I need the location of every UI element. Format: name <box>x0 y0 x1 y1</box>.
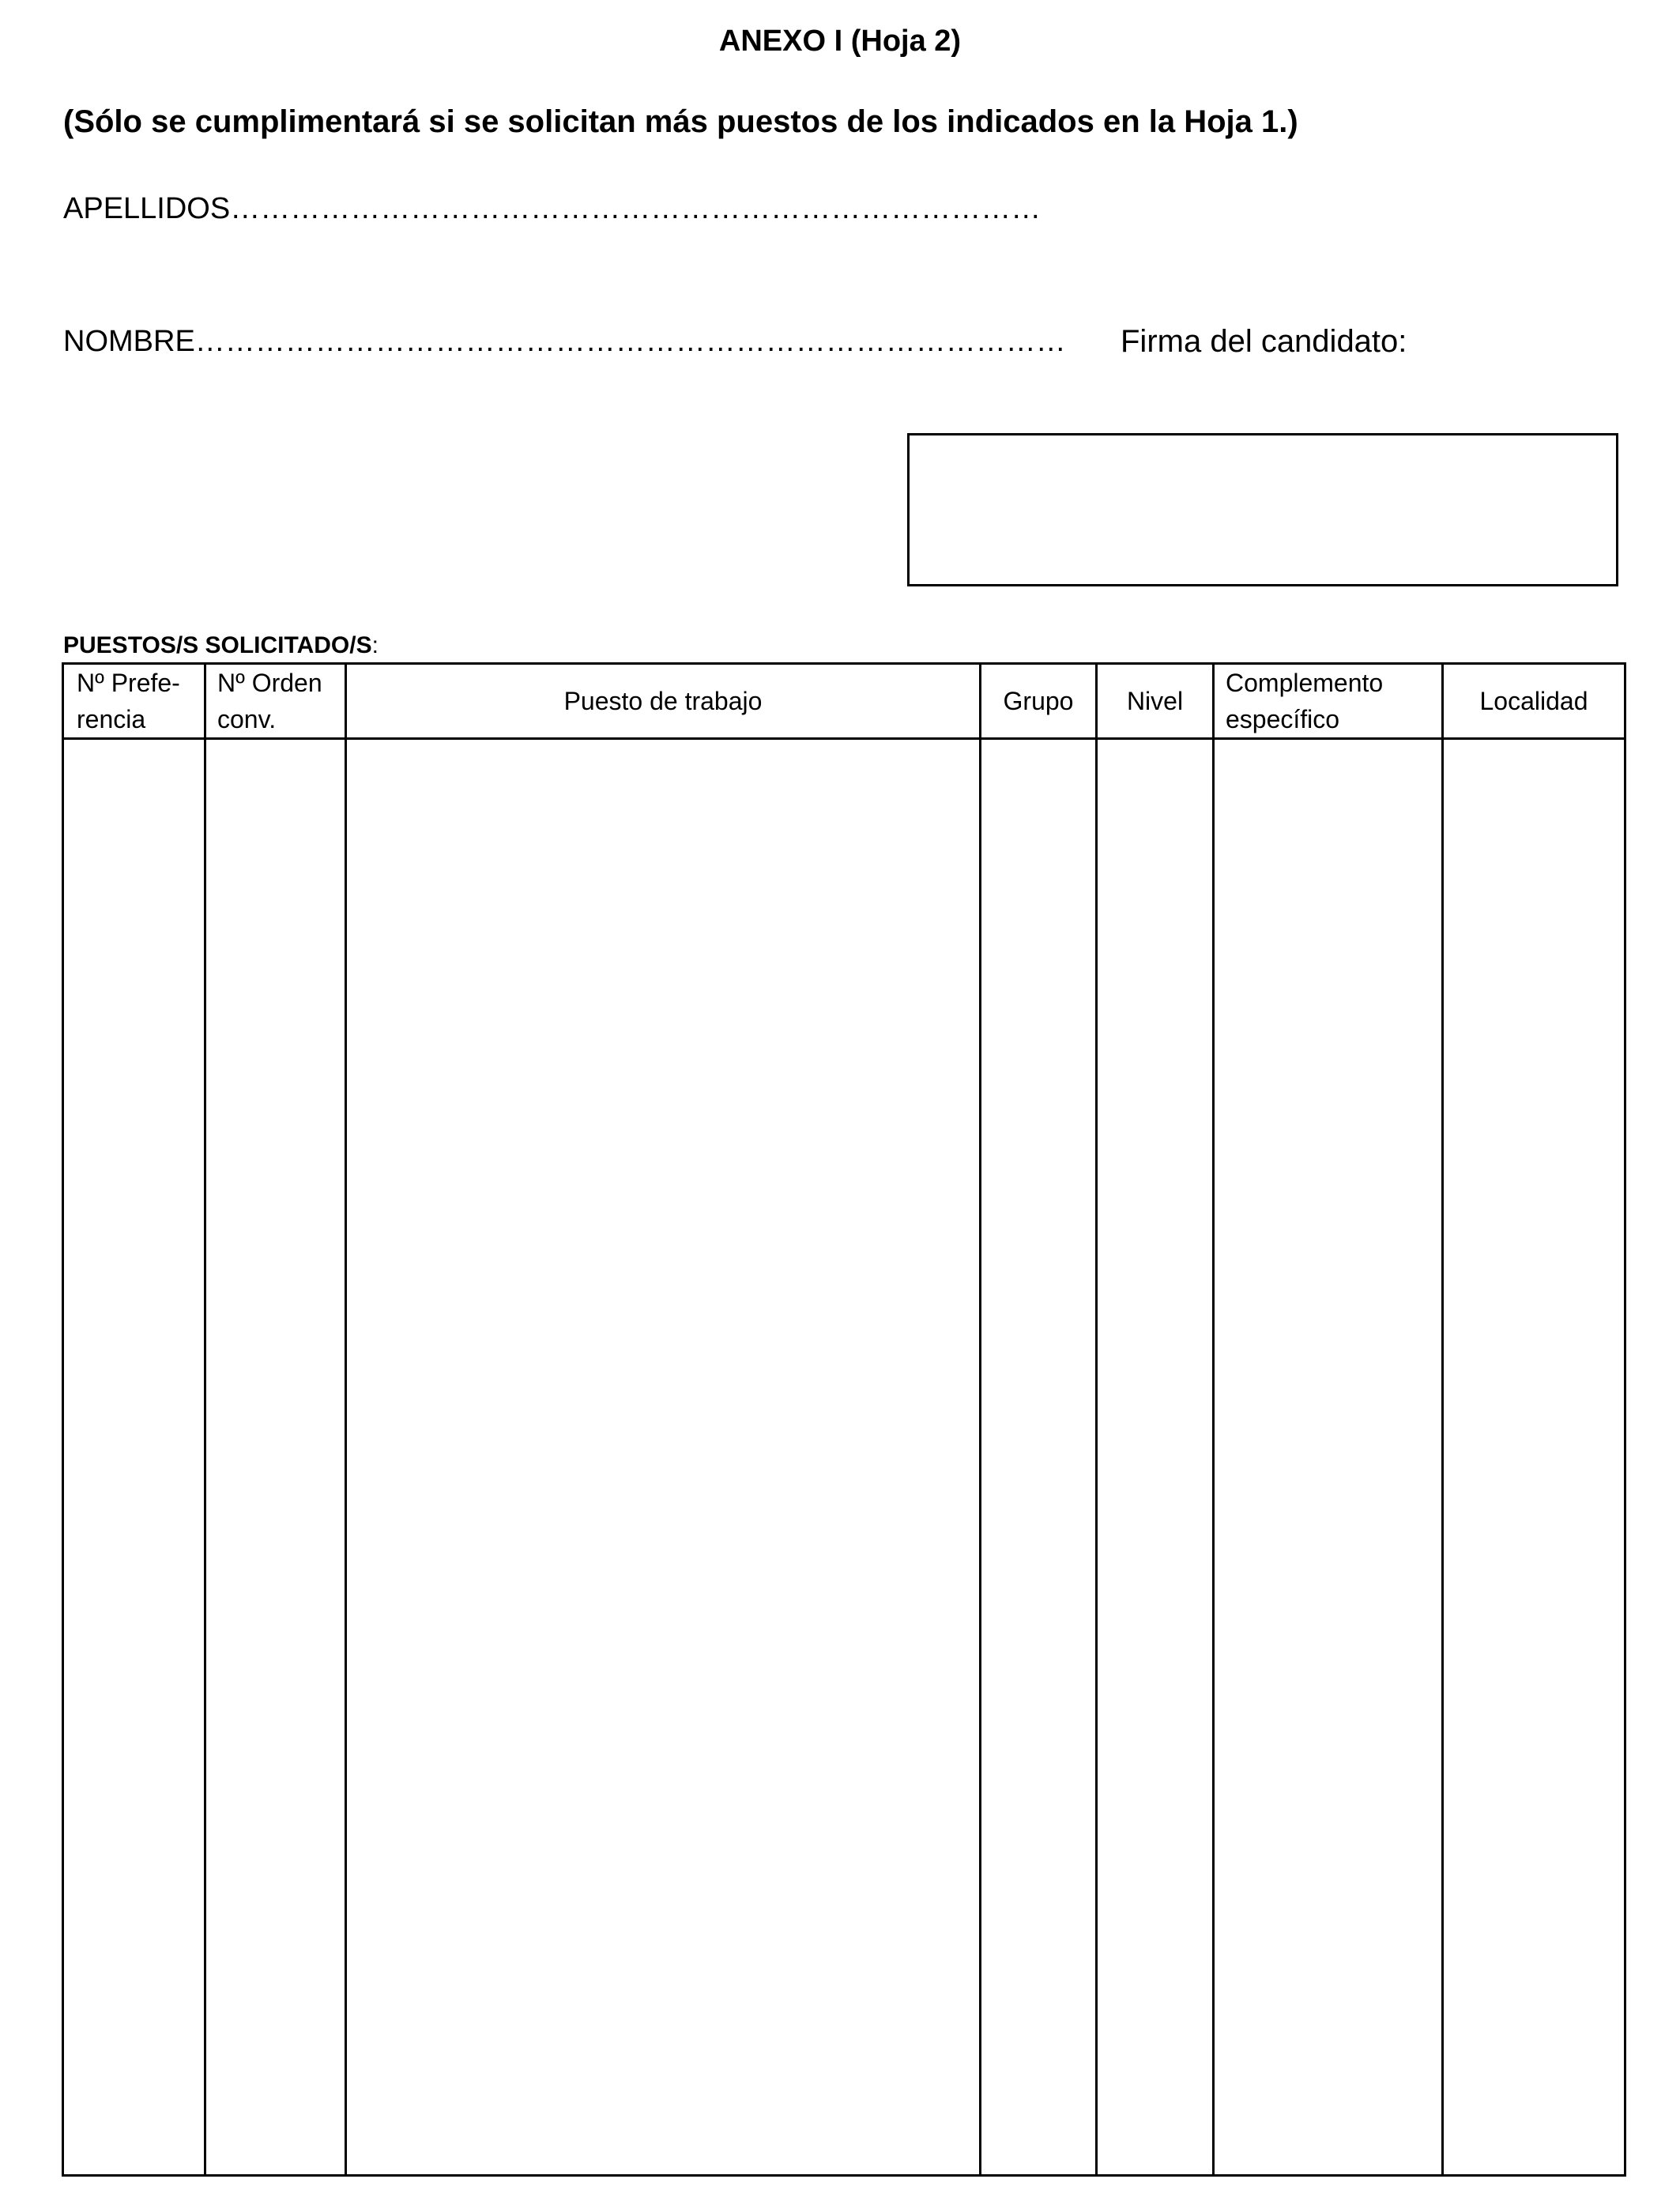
requested-positions-label <box>63 631 379 661</box>
signature-label: Firma del candidato: <box>1121 324 1407 359</box>
column-puesto-cell[interactable] <box>347 740 979 2174</box>
document-title: ANEXO I (Hoja 2) <box>718 25 962 58</box>
nombre-field[interactable]: NOMBRE…………………………………………………………………………… <box>63 325 1066 358</box>
header-grupo: Grupo <box>1003 687 1074 715</box>
signature-box[interactable] <box>907 433 1618 586</box>
header-localidad: Localidad <box>1479 687 1588 715</box>
header-complemento-line2: específico <box>1226 705 1340 733</box>
header-puesto: Puesto de trabajo <box>563 687 763 715</box>
column-orden-cell[interactable] <box>206 740 345 2174</box>
header-preferencia-line2: rencia <box>77 705 146 733</box>
header-orden <box>217 665 322 737</box>
column-localidad-cell[interactable] <box>1444 740 1624 2174</box>
requested-positions-label-colon: : <box>371 632 379 658</box>
apellidos-field[interactable]: APELLIDOS……………………………………………………………………… <box>63 192 1042 225</box>
positions-table <box>62 662 1626 2177</box>
column-preferencia-cell[interactable] <box>66 740 204 2174</box>
header-orden-line1: Nº Orden <box>217 669 322 697</box>
header-complemento <box>1226 665 1383 737</box>
instructions-note: (Sólo se cumplimentará si se solicitan más puestos de los indicados en la Hoja 1.) <box>63 104 1298 139</box>
header-preferencia <box>77 665 180 737</box>
header-orden-line2: conv. <box>217 705 277 733</box>
column-nivel-cell[interactable] <box>1098 740 1212 2174</box>
header-preferencia-line1: Nº Prefe- <box>77 669 180 697</box>
header-nivel: Nivel <box>1126 687 1184 715</box>
requested-positions-label-text: PUESTOS/S SOLICITADO/S <box>63 632 372 658</box>
column-complemento-cell[interactable] <box>1215 740 1441 2174</box>
header-complemento-line1: Complemento <box>1226 669 1384 697</box>
column-grupo-cell[interactable] <box>981 740 1095 2174</box>
